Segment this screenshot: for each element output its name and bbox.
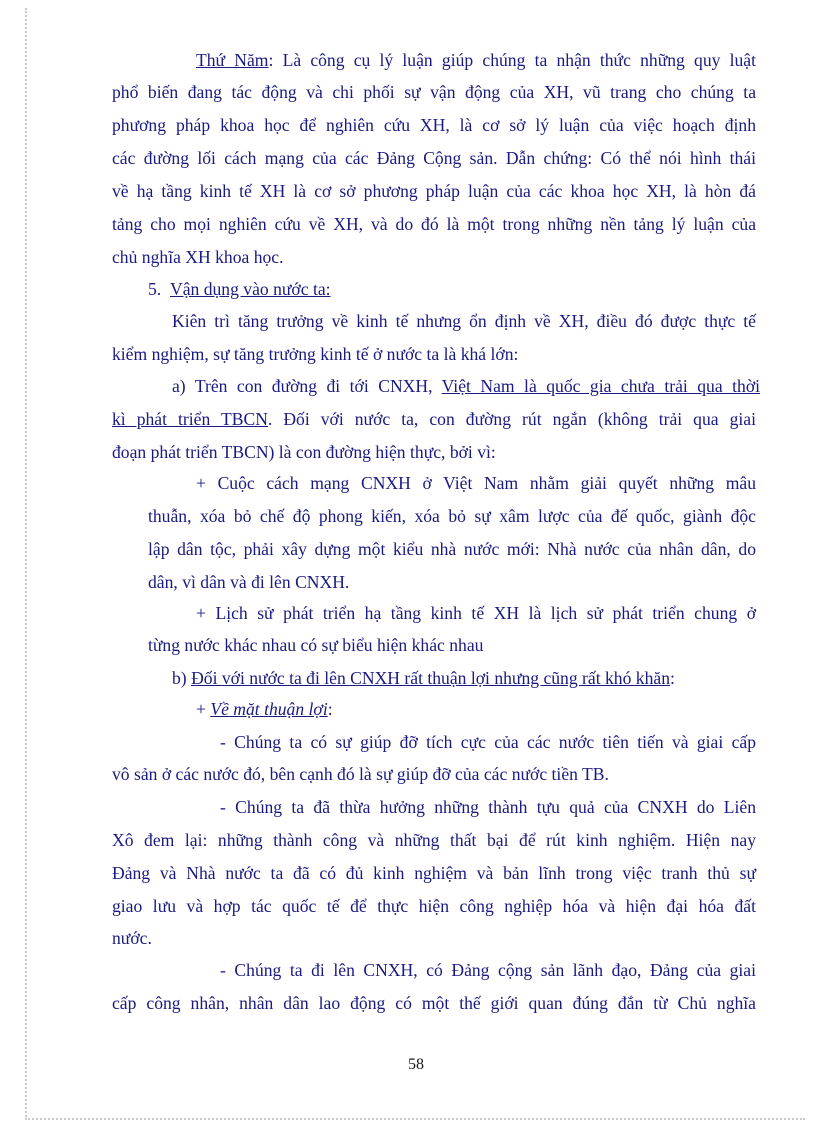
paragraph-line: đoạn phát triển TBCN) là con đường hiện thực, bởi vì: bbox=[112, 442, 496, 462]
dash-item: - Chúng ta đi lên CNXH, có Đảng cộng sản lãnh đạo, Đảng của giai bbox=[220, 960, 756, 980]
page-number: 58 bbox=[408, 1056, 424, 1073]
paragraph-line: Xô đem lại: những thành công và những thất bại để rút kinh nghiệm. Hiện nay bbox=[112, 830, 756, 850]
paragraph-line: dân, vì dân và đi lên CNXH. bbox=[148, 572, 350, 592]
paragraph-line: vô sản ở các nước đó, bên cạnh đó là sự giúp đỡ của các nước tiền TB. bbox=[112, 764, 609, 784]
section-heading: 5. Vận dụng vào nước ta: bbox=[148, 279, 331, 299]
list-item-b: b) Đối với nước ta đi lên CNXH rất thuận lợi nhưng cũng rất khó khăn: bbox=[172, 668, 675, 688]
heading-thu-nam: Thứ Năm bbox=[196, 50, 269, 70]
dash-item: - Chúng ta có sự giúp đỡ tích cực của các nước tiên tiến và giai cấp bbox=[220, 732, 756, 752]
paragraph-line: Kiên trì tăng trưởng về kinh tế nhưng ổn định về XH, điều đó được thực tế bbox=[172, 311, 756, 331]
paragraph-line: phổ biến đang tác động và chi phối sự vận động của XH, vũ trang cho chúng ta bbox=[112, 82, 756, 102]
paragraph-line: Đảng và Nhà nước ta đã có đủ kinh nghiệm và bản lĩnh trong việc tranh thủ sự bbox=[112, 863, 756, 883]
paragraph-line: thuẫn, xóa bỏ chế độ phong kiến, xóa bỏ sự xâm lược của đế quốc, giành độc bbox=[148, 506, 756, 526]
paragraph-line: từng nước khác nhau có sự biểu hiện khác nhau bbox=[148, 635, 484, 655]
paragraph-line: kiểm nghiệm, sự tăng trưởng kinh tế ở nước ta là khá lớn: bbox=[112, 344, 519, 364]
paragraph-line: các đường lối cách mạng của các Đảng Cộng sản. Dẫn chứng: Có thể nói hình thái bbox=[112, 148, 756, 168]
paragraph-line: cấp công nhân, nhân dân lao động có một thế giới quan đúng đắn từ Chủ nghĩa bbox=[112, 993, 756, 1013]
paragraph-line: nước. bbox=[112, 928, 152, 948]
subheading-advantage: + Về mặt thuận lợi: bbox=[196, 699, 333, 719]
paragraph-line: tảng cho mọi nghiên cứu về XH, và do đó là một trong những nền tảng lý luận của bbox=[112, 214, 756, 234]
list-item-a: a) Trên con đường đi tới CNXH, Việt Nam là quốc gia chưa trải qua thời bbox=[172, 376, 761, 396]
paragraph-line: chủ nghĩa XH khoa học. bbox=[112, 247, 284, 267]
paragraph-line: Thứ Năm: Là công cụ lý luận giúp chúng ta nhận thức những quy luật bbox=[196, 50, 756, 70]
paragraph-line: về hạ tầng kinh tế XH là cơ sở phương pháp luận của các khoa học XH, là hòn đá bbox=[112, 181, 756, 201]
page-border-bottom bbox=[25, 1118, 805, 1120]
paragraph-line: lập dân tộc, phải xây dựng một kiểu nhà nước mới: Nhà nước của nhân dân, do bbox=[148, 539, 756, 559]
dash-item: - Chúng ta đã thừa hưởng những thành tựu quả của CNXH do Liên bbox=[220, 797, 756, 817]
paragraph-line: giao lưu và hợp tác quốc tế để thực hiện công nghiệp hóa và hiện đại hóa đất bbox=[112, 896, 756, 916]
paragraph-line: kì phát triển TBCN. Đối với nước ta, con đường rút ngắn (không trải qua giai bbox=[112, 409, 756, 429]
plus-item: + Lịch sử phát triển hạ tầng kinh tế XH là lịch sử phát triển chung ở bbox=[196, 603, 756, 623]
plus-item: + Cuộc cách mạng CNXH ở Việt Nam nhằm giải quyết những mâu bbox=[196, 473, 756, 493]
paragraph-line: phương pháp khoa học để nghiên cứu XH, là cơ sở lý luận của việc hoạch định bbox=[112, 115, 756, 135]
page-border-left bbox=[25, 8, 27, 1120]
